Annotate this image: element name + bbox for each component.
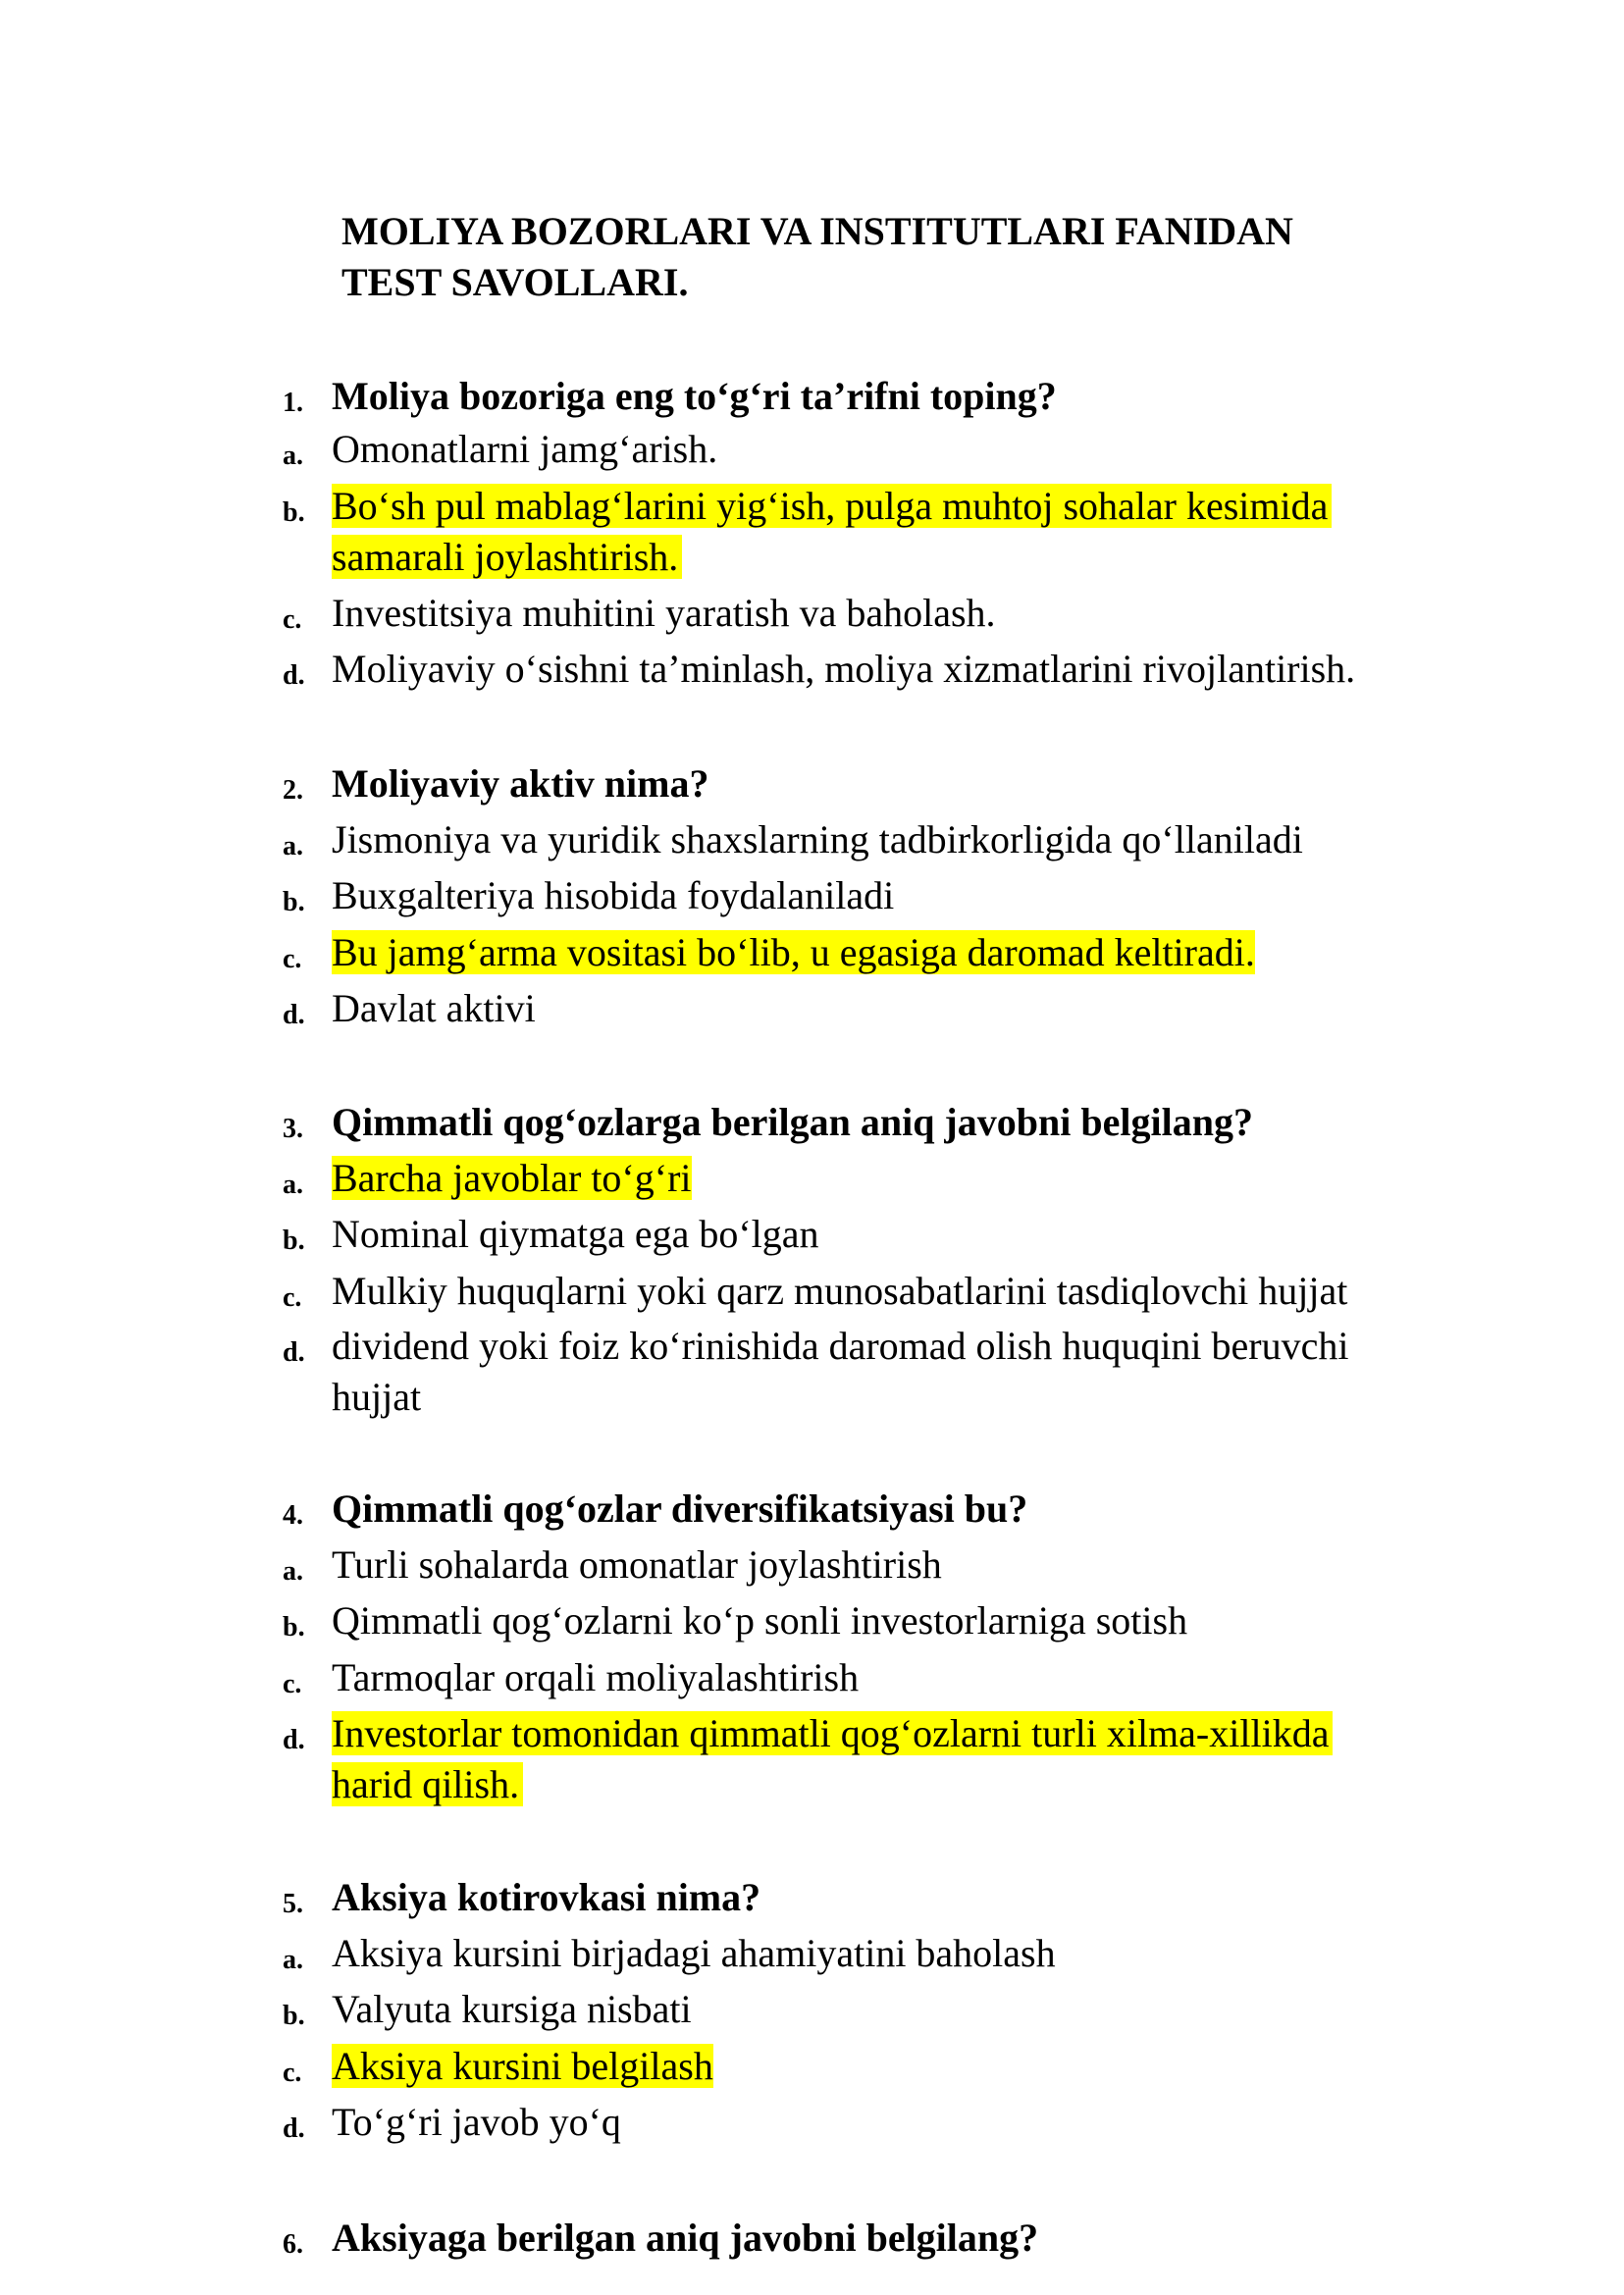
option-letter: a.	[283, 441, 303, 471]
option-line: hujjat	[332, 1375, 422, 1419]
option-4b	[0, 1595, 1624, 1652]
question-text: Aksiya kotirovkasi nima?	[332, 1875, 761, 1919]
option-1c	[0, 588, 1624, 645]
option-3d	[0, 1321, 1624, 1429]
option-letter: d.	[283, 660, 305, 691]
option-letter: d.	[283, 1000, 305, 1030]
option-5a	[0, 1928, 1624, 1985]
option-letter: d.	[283, 1337, 305, 1368]
option-letter: b.	[283, 1612, 305, 1643]
option-text	[332, 1153, 1490, 1204]
option-letter: a.	[283, 1556, 303, 1587]
option-text	[332, 2041, 1490, 2092]
title-line-1: MOLIYA BOZORLARI VA INSTITUTLARI FANIDAN	[341, 209, 1293, 253]
highlighted-line: Bo‘sh pul mablag‘larini yig‘ish, pulga muhtoj sohalar kesimida	[332, 484, 1332, 528]
option-letter: b.	[283, 887, 305, 917]
option-letter: c.	[283, 1669, 302, 1699]
question-6	[0, 2213, 1624, 2269]
option-3b	[0, 1209, 1624, 1266]
question-2	[0, 758, 1624, 815]
option-5b	[0, 1984, 1624, 2041]
option-4c	[0, 1652, 1624, 1709]
highlighted-line: Bu jamg‘arma vositasi bo‘lib, u egasiga daromad keltiradi.	[332, 930, 1255, 974]
question-text: Moliyaviy aktiv nima?	[332, 761, 709, 806]
option-letter: c.	[283, 604, 302, 635]
option-text: Jismoniya va yuridik shaxslarning tadbirkorligida qo‘llaniladi	[332, 817, 1303, 861]
option-text: To‘g‘ri javob yo‘q	[332, 2100, 621, 2144]
highlighted-line: samarali joylashtirish.	[332, 535, 682, 579]
option-letter: a.	[283, 1945, 303, 1975]
option-text	[332, 1708, 1490, 1810]
highlighted-line: harid qilish.	[332, 1762, 523, 1806]
option-1b-correct	[0, 481, 1624, 589]
option-text: Qimmatli qog‘ozlarni ko‘p sonli investorlarniga sotish	[332, 1598, 1188, 1643]
option-letter: d.	[283, 2113, 305, 2144]
question-number: 3.	[283, 1114, 303, 1144]
option-3a-correct	[0, 1153, 1624, 1210]
option-text: Omonatlarni jamg‘arish.	[332, 427, 718, 471]
option-1a	[0, 424, 1624, 481]
option-5d	[0, 2097, 1624, 2154]
option-4a	[0, 1539, 1624, 1596]
highlighted-line: Investorlar tomonidan qimmatli qog‘ozlarni turli xilma-xillikda	[332, 1711, 1333, 1755]
option-text: Mulkiy huquqlarni yoki qarz munosabatlarini tasdiqlovchi hujjat	[332, 1269, 1348, 1313]
option-text: Aksiya kursini birjadagi ahamiyatini baholash	[332, 1931, 1056, 1975]
highlighted-line: Barcha javoblar to‘g‘ri	[332, 1156, 692, 1200]
option-letter: b.	[283, 497, 305, 528]
option-text: Moliyaviy o‘sishni ta’minlash, moliya xizmatlarini rivojlantirish.	[332, 647, 1356, 691]
title-line-2: TEST SAVOLLARI.	[341, 260, 689, 304]
option-letter: c.	[283, 1282, 302, 1313]
option-text: Tarmoqlar orqali moliyalashtirish	[332, 1655, 860, 1699]
highlighted-line: Aksiya kursini belgilash	[332, 2044, 713, 2088]
option-text: Nominal qiymatga ega bo‘lgan	[332, 1212, 819, 1256]
option-text	[332, 927, 1490, 978]
option-3c	[0, 1266, 1624, 1323]
option-1d	[0, 644, 1624, 701]
option-letter: d.	[283, 1725, 305, 1755]
question-text: Moliya bozoriga eng to‘g‘ri ta’rifni toping?	[332, 374, 1057, 418]
question-number: 4.	[283, 1500, 303, 1531]
question-4	[0, 1484, 1624, 1540]
option-text: Buxgalteriya hisobida foydalaniladi	[332, 873, 895, 917]
option-2b	[0, 870, 1624, 927]
question-1	[0, 371, 1624, 428]
option-letter: c.	[283, 944, 302, 974]
option-2c-correct	[0, 927, 1624, 984]
option-4d-correct	[0, 1708, 1624, 1816]
option-letter: b.	[283, 2001, 305, 2031]
option-text: Valyuta kursiga nisbati	[332, 1987, 692, 2031]
option-letter: c.	[283, 2058, 302, 2088]
question-3	[0, 1097, 1624, 1154]
option-text	[332, 481, 1490, 583]
option-letter: b.	[283, 1226, 305, 1256]
question-text: Qimmatli qog‘ozlarga berilgan aniq javobni belgilang?	[332, 1100, 1253, 1144]
option-text	[332, 1321, 1490, 1423]
option-letter: a.	[283, 1170, 303, 1200]
question-5	[0, 1872, 1624, 1929]
question-number: 1.	[283, 388, 303, 418]
option-2d	[0, 983, 1624, 1040]
question-number: 2.	[283, 775, 303, 806]
option-line: dividend yoki foiz ko‘rinishida daromad olish huquqini beruvchi	[332, 1324, 1349, 1368]
document-title	[341, 206, 1470, 308]
question-text: Aksiyaga berilgan aniq javobni belgilang?	[332, 2216, 1039, 2260]
option-2a	[0, 814, 1624, 871]
question-text: Qimmatli qog‘ozlar diversifikatsiyasi bu?	[332, 1487, 1028, 1531]
option-letter: a.	[283, 831, 303, 861]
question-number: 5.	[283, 1889, 303, 1919]
question-number: 6.	[283, 2229, 303, 2260]
option-text: Investitsiya muhitini yaratish va baholash.	[332, 591, 996, 635]
option-5c-correct	[0, 2041, 1624, 2098]
option-text: Turli sohalarda omonatlar joylashtirish	[332, 1542, 942, 1587]
option-text: Davlat aktivi	[332, 986, 536, 1030]
